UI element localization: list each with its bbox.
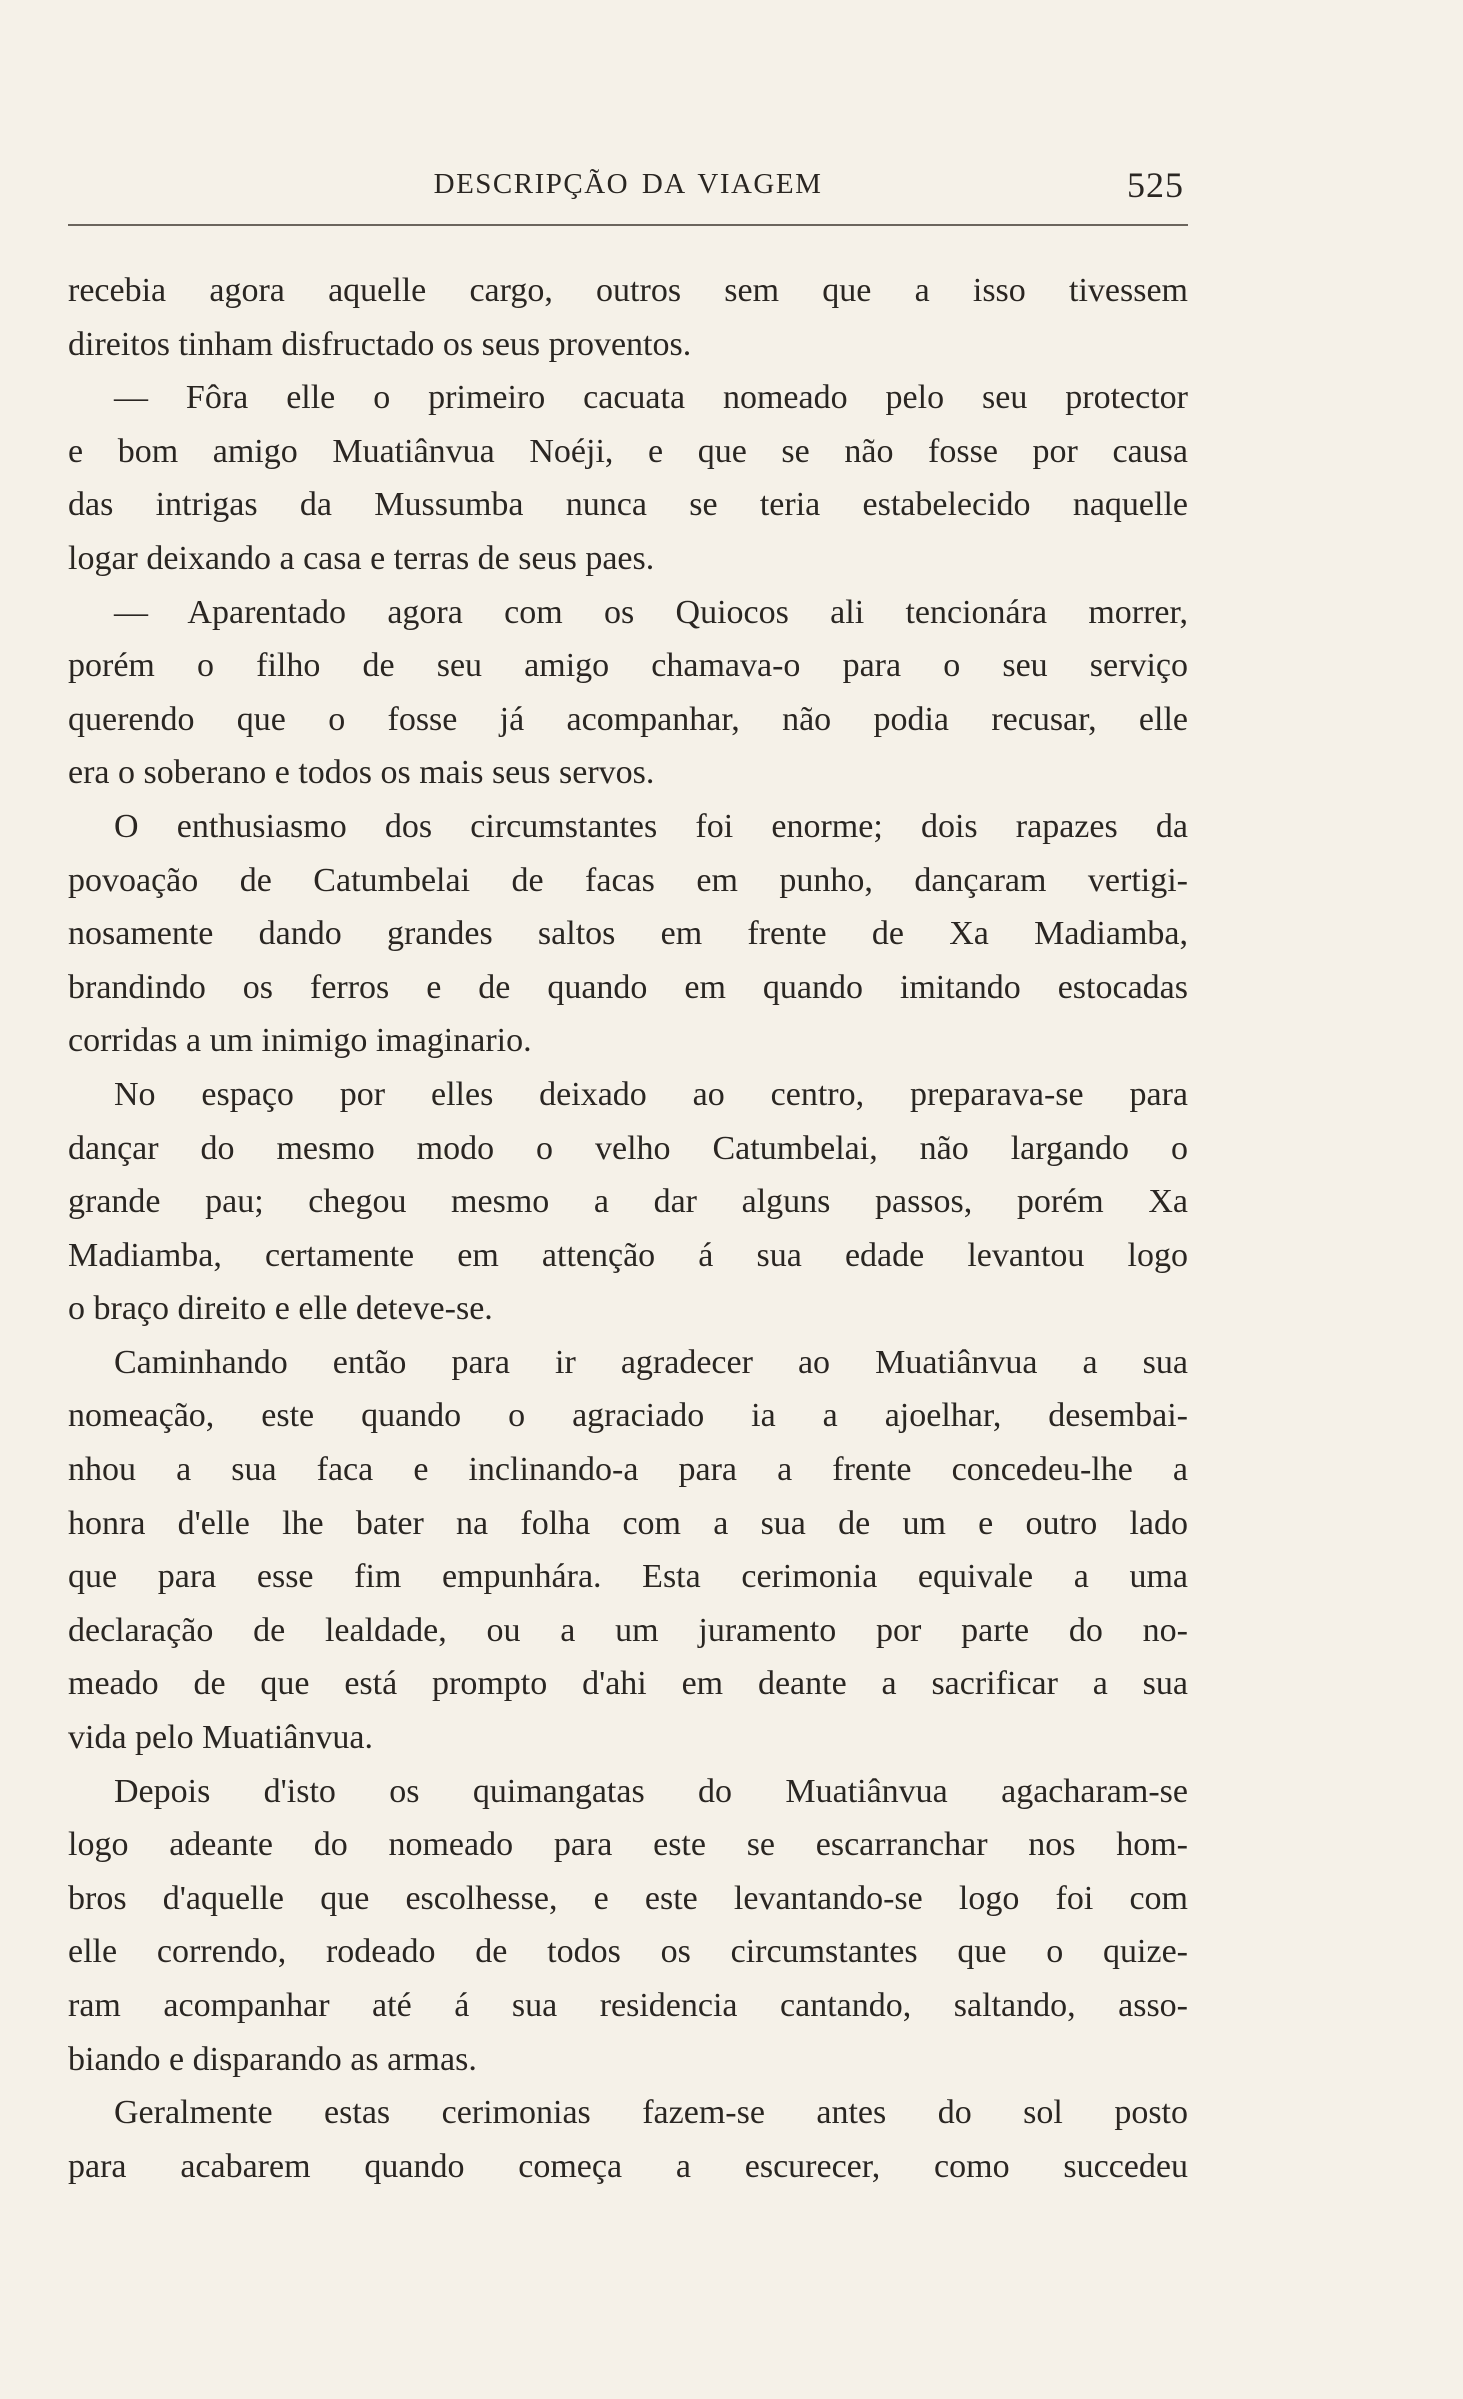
text-line: e bom amigo Muatiânvua Noéji, e que se não fosse por causa [68,432,1188,470]
text-line: dançar do mesmo modo o velho Catumbelai, não largando o [68,1129,1188,1167]
text-line: direitos tinham disfructado os seus proventos. [68,325,692,363]
text-line: Depois d'isto os quimangatas do Muatiânvua agacharam-se [114,1772,1188,1810]
text-line: querendo que o fosse já acompanhar, não podia recusar, elle [68,700,1188,738]
text-line: declaração de lealdade, ou a um juramento por parte do no- [68,1611,1188,1649]
running-head [68,166,1188,206]
text-line: elle correndo, rodeado de todos os circumstantes que o quize- [68,1933,1188,1971]
text-line: biando e disparando as armas. [68,2040,477,2078]
text-line: Madiamba, certamente em attenção á sua edade levantou logo [68,1236,1188,1274]
text-line: recebia agora aquelle cargo, outros sem que a isso tivessem [68,272,1188,309]
text-line: meado de que está prompto d'ahi em deante a sacrificar a sua [68,1665,1188,1703]
text-line: nosamente dando grandes saltos em frente de Xa Madiamba, [68,915,1188,953]
text-line: Geralmente estas cerimonias fazem-se antes do sol posto [114,2094,1188,2132]
text-line: grande pau; chegou mesmo a dar alguns passos, porém Xa [68,1183,1188,1221]
text-line: ram acompanhar até á sua residencia cantando, saltando, asso- [68,1987,1188,2024]
body-text [68,264,1188,2193]
text-line: nomeação, este quando o agraciado ia a ajoelhar, desembai- [68,1397,1188,1435]
text-line: para acabarem quando começa a escurecer, como succedeu [68,2147,1188,2185]
text-line: O enthusiasmo dos circumstantes foi enorme; dois rapazes da [114,807,1188,845]
running-title: DESCRIPÇÃO DA VIAGEM [433,168,823,200]
page-number: 525 [1127,165,1184,205]
text-line: porém o filho de seu amigo chamava-o para o seu serviço [68,647,1188,685]
text-line: era o soberano e todos os mais seus servos. [68,754,655,792]
text-line: das intrigas da Mussumba nunca se teria estabelecido naquelle [68,486,1188,524]
text-line: — Aparentado agora com os Quiocos ali tencionára morrer, [114,593,1188,631]
text-line: logar deixando a casa e terras de seus paes. [68,539,655,577]
text-line: corridas a um inimigo imaginario. [68,1022,532,1060]
text-line: Caminhando então para ir agradecer ao Muatiânvua a sua [114,1343,1188,1381]
text-line: bros d'aquelle que escolhesse, e este levantando-se logo foi com [68,1879,1188,1917]
text-line: — Fôra elle o primeiro cacuata nomeado pelo seu protector [114,379,1188,417]
text-line: honra d'elle lhe bater na folha com a sua de um e outro lado [68,1504,1188,1542]
text-line: brandindo os ferros e de quando em quando imitando estocadas [68,968,1188,1006]
header-rule [68,224,1188,226]
text-line: vida pelo Muatiânvua. [68,1719,373,1757]
text-line: povoação de Catumbelai de facas em punho, dançaram vertigi- [68,861,1188,899]
text-line: o braço direito e elle deteve-se. [68,1290,493,1328]
text-line: logo adeante do nomeado para este se escarranchar nos hom- [68,1826,1188,1864]
text-line: No espaço por elles deixado ao centro, preparava-se para [114,1075,1188,1113]
text-line: nhou a sua faca e inclinando-a para a frente concedeu-lhe a [68,1451,1188,1489]
text-line: que para esse fim empunhára. Esta cerimonia equivale a uma [68,1558,1188,1596]
